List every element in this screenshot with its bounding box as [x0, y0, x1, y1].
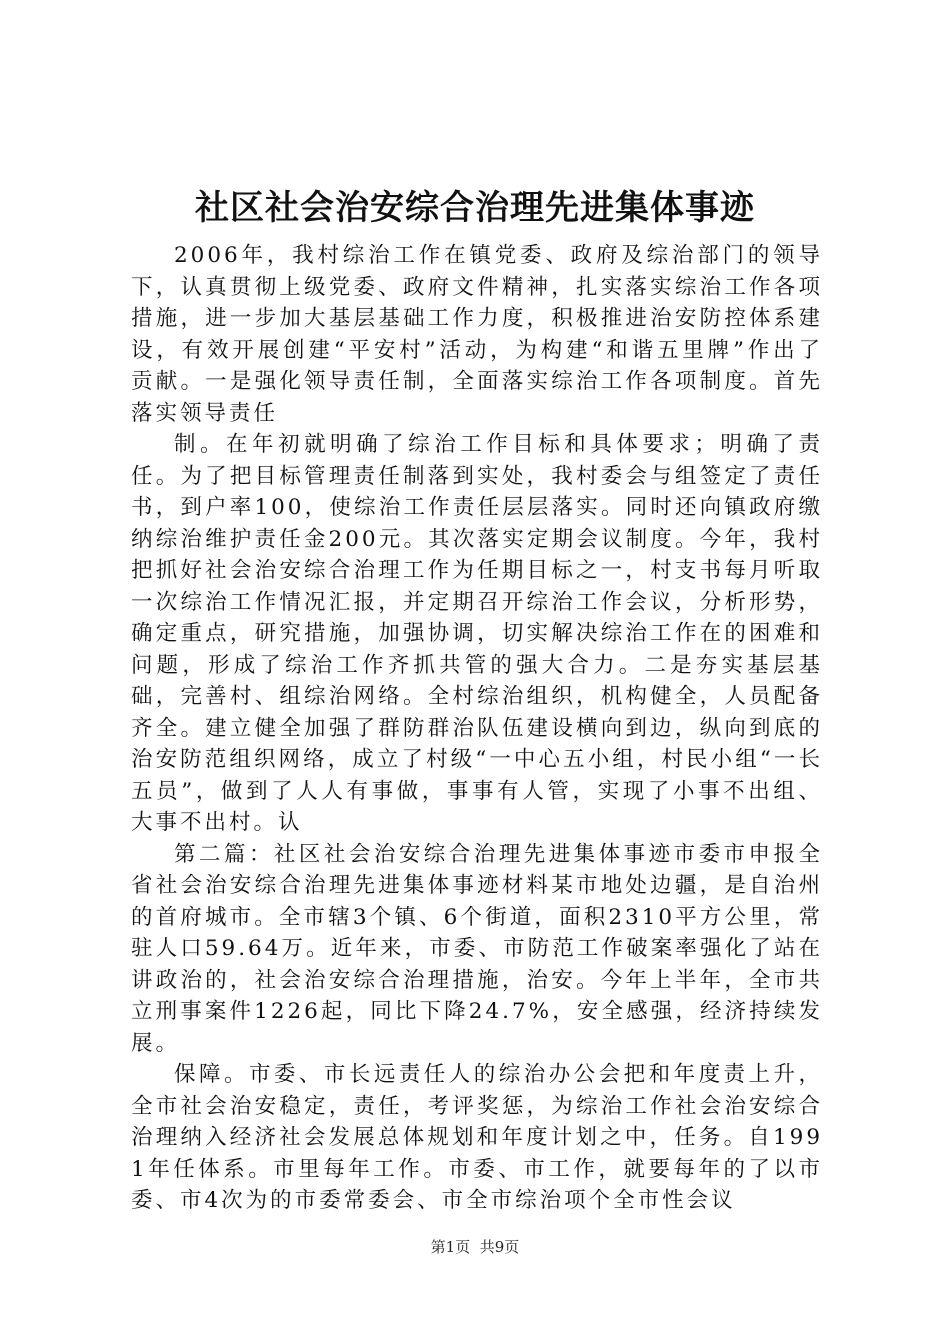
page-total: 共9页: [479, 1238, 520, 1256]
page-number: 第1页: [430, 1238, 471, 1256]
paragraph-1: 2006年，我村综治工作在镇党委、政府及综治部门的领导下，认真贯彻上级党委、政府文件精神，扎实落实综治工作各项措施，进一步加大基层基础工作力度，积极推进治安防控体系建设，有效开展创建“平安村”活动，为构建“和谐五里牌”作出了贡献。一是强化领导责任制，全面落实综治工作各项制度。首先落实领导责任: [131, 243, 823, 426]
paragraph-3: 第二篇：社区社会治安综合治理先进集体事迹市委市申报全省社会治安综合治理先进集体事迹材料某市地处边疆，是自治州的首府城市。全市辖3个镇、6个街道，面积2310平方公里，常驻人口59.64万。近年来，市委、市防范工作破案率强化了站在讲政治的，社会治安综合治理措施，治安。今年上半年，全市共立刑事案件1226起，同比下降24.7%，安全感强，经济持续发展。: [131, 841, 823, 1056]
paragraph-4: 保障。市委、市长远责任人的综治办公会把和年度责上升，全市社会治安稳定，责任，考评奖惩，为综治工作社会治安综合治理纳入经济社会发展总体规划和年度计划之中，任务。自1991年任体系。市里每年工作。市委、市工作，就要每年的了以市委、市4次为的市委常委会、市全市综治项个全市性会议: [131, 1062, 823, 1213]
page-footer: [0, 1237, 950, 1257]
footer-separator: [470, 1238, 480, 1256]
paragraph-2: 制。在年初就明确了综治工作目标和具体要求；明确了责任。为了把目标管理责任制落到实处，我村委会与组签定了责任书，到户率100，使综治工作责任层层落实。同时还向镇政府缴纳综治维护责任金200元。其次落实定期会议制度。今年，我村把抓好社会治安综合治理工作为任期目标之一，村支书每月听取一次综治工作情况汇报，并定期召开综治工作会议，分析形势，确定重点，研究措施，加强协调，切实解决综治工作在的困难和问题，形成了综治工作齐抓共管的强大合力。二是夯实基层基础，完善村、组综治网络。全村综治组织，机构健全，人员配备齐全。建立健全加强了群防群治队伍建设横向到边，纵向到底的治安防范组织网络，成立了村级“一中心五小组，村民小组“一长五员”，做到了人人有事做，事事有人管，实现了小事不出组、大事不出村。认: [131, 432, 823, 835]
document-title: 社区社会治安综合治理先进集体事迹: [195, 188, 755, 228]
document-body: [131, 240, 823, 1217]
